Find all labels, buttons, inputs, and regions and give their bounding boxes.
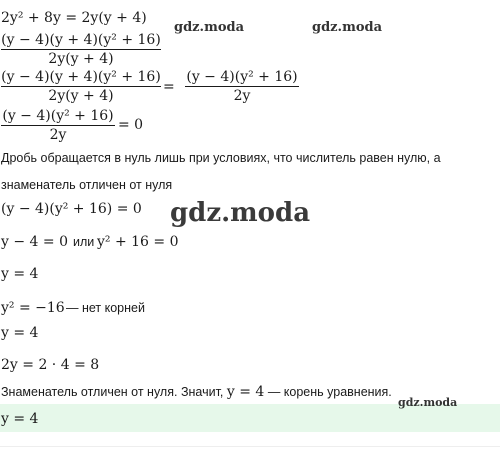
fraction-2-denominator: 2y(y + 4): [48, 88, 114, 104]
fraction-2-numerator: (y − 4)(y + 4)(y² + 16): [1, 69, 161, 85]
fraction-3-numerator: (y − 4)(y² + 16): [186, 69, 298, 85]
fraction-1-bar: [1, 49, 161, 50]
equation-3a: y − 4 = 0: [1, 234, 68, 250]
equation-1: 2y² + 8y = 2y(y + 4): [1, 10, 147, 26]
fraction-4-numerator: (y − 4)(y² + 16): [2, 108, 114, 124]
equation-5-note: — нет корней: [66, 301, 145, 315]
conclusion-math: y = 4: [226, 384, 265, 400]
equals-zero: = 0: [118, 117, 144, 133]
fraction-1-numerator: (y − 4)(y + 4)(y² + 16): [1, 32, 161, 48]
equation-7: 2y = 2 · 4 = 8: [1, 357, 100, 373]
fraction-3-bar: [185, 86, 299, 87]
or-word: или: [73, 235, 95, 249]
equation-2: (y − 4)(y² + 16) = 0: [1, 201, 142, 217]
fraction-4: [1, 108, 115, 143]
explanation-line-1: Дробь обращается в нуль лишь при условиях, что числитель равен нулю, а: [1, 151, 441, 165]
equation-6: y = 4: [1, 325, 39, 341]
conclusion-part-2: — корень уравнения.: [267, 385, 392, 399]
equals-sign: =: [163, 79, 175, 95]
watermark-1: gdz.moda: [174, 20, 245, 35]
watermark-2: gdz.moda: [312, 20, 383, 35]
equation-5: y² = −16: [1, 300, 65, 316]
fraction-1: [1, 32, 161, 67]
answer: y = 4: [1, 411, 39, 427]
fraction-4-denominator: 2y: [49, 127, 67, 143]
watermark-3: gdz.moda: [170, 198, 311, 228]
explanation-line-2: знаменатель отличен от нуля: [1, 178, 173, 192]
equation-4: y = 4: [1, 266, 39, 282]
conclusion-text: [1, 384, 392, 400]
fraction-3-denominator: 2y: [233, 88, 251, 104]
fraction-1-denominator: 2y(y + 4): [48, 51, 114, 67]
conclusion-part-1: Знаменатель отличен от нуля. Значит,: [1, 385, 224, 399]
equation-3b: y² + 16 = 0: [97, 234, 179, 250]
fraction-2-bar: [1, 86, 161, 87]
fraction-3: [185, 69, 299, 104]
divider: [0, 446, 500, 447]
fraction-2: [1, 69, 161, 104]
fraction-4-bar: [1, 125, 115, 126]
watermark-4: gdz.moda: [398, 396, 458, 409]
